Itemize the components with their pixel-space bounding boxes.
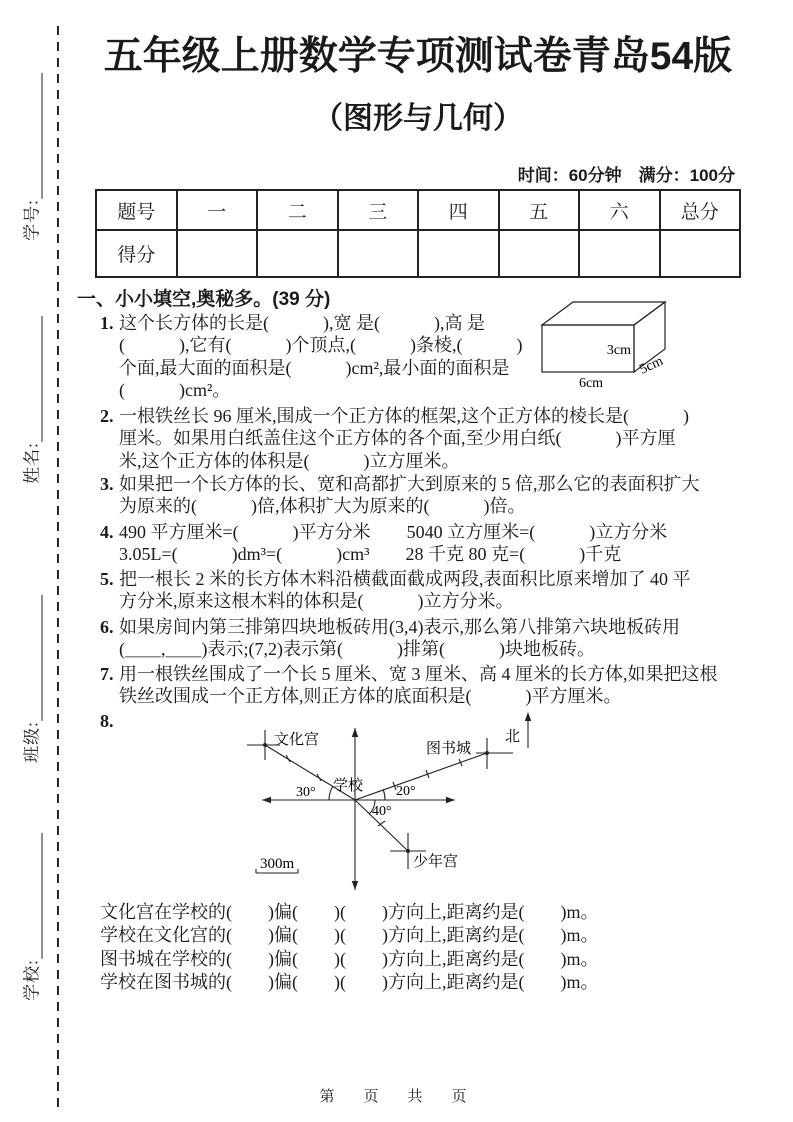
page-title: 五年级上册数学专项测试卷青岛54版: [103, 35, 733, 78]
question-line: 为原来的( )倍,体积扩大为原来的( )倍。: [119, 496, 526, 517]
question-2: [100, 405, 745, 472]
map-line-book-city: [355, 753, 487, 800]
footer-page-info: 第 页 共 页: [319, 1089, 474, 1105]
exam-info: 时间：60分钟 满分：100分: [517, 166, 735, 185]
question-8-answers: [100, 901, 760, 995]
question-line: 厘米。如果用白纸盖住这个正方体的各个面,至少用白纸( )平方厘: [119, 428, 676, 449]
question-line: 一根铁丝长 96 厘米,围成一个正方体的框架,这个正方体的棱长是( ): [119, 406, 689, 426]
score-table-header-cell: 二: [257, 190, 338, 230]
cuboid-depth-label: 5cm: [637, 353, 666, 378]
score-table-header-cell: 六: [579, 190, 660, 230]
score-cell-empty: [579, 230, 660, 277]
score-cell-empty: [257, 230, 338, 277]
seal-blank-line: [25, 595, 43, 721]
question-line: 铁丝改围成一个正方体,则正方体的底面积是( )平方厘米。: [119, 686, 622, 707]
question-line: 个面,最大面的面积是( )cm²,最小面的面积是: [119, 357, 510, 378]
question-line: ( ),它有( )个顶点,( )条棱,( ): [119, 335, 523, 356]
seal-label-class: 班级:: [22, 721, 42, 763]
score-cell-empty: [177, 230, 258, 277]
arrowhead-east: [446, 797, 455, 803]
seal-blank-line: [25, 833, 43, 959]
arrowhead-up: [352, 728, 358, 737]
question-number: 8.: [100, 711, 114, 731]
map-point-book-city: [485, 751, 489, 755]
arrowhead-down: [352, 881, 358, 890]
cuboid-top-face: [542, 302, 665, 325]
question-line: 文化宫在学校的( )偏( )( )方向上,距离约是( )m。: [100, 902, 599, 922]
map-point-culture-palace: [263, 743, 267, 747]
score-table-header-row: [96, 190, 740, 230]
angle-30-label: 30°: [296, 785, 316, 800]
seal-field-student-id: [18, 73, 43, 241]
question-3: [100, 473, 745, 518]
score-table: [95, 189, 741, 278]
score-table-header-cell: 四: [418, 190, 499, 230]
score-cell-empty: [418, 230, 499, 277]
question-line: 用一根铁丝围成了一个长 5 厘米、宽 3 厘米、高 4 厘米的长方体,如果把这根: [119, 664, 718, 684]
map-angle-arc-20: [383, 790, 385, 800]
arrowhead-west: [262, 797, 271, 803]
question-line: 学校在图书城的( )偏( )( )方向上,距离约是( )m。: [100, 972, 599, 993]
school-label: 学校: [333, 778, 364, 794]
question-line: 如果房间内第三排第四块地板砖用(3,4)表示,那么第八排第六块地板砖用: [119, 617, 680, 637]
score-table-header-cell: 五: [499, 190, 580, 230]
question-line: 方分米,原来这根木料的体积是( )立方分米。: [119, 591, 514, 612]
score-table-header-cell: 题号: [96, 190, 177, 230]
score-row-label: 得分: [96, 230, 177, 277]
question-line: 图书城在学校的( )偏( )( )方向上,距离约是( )m。: [100, 948, 599, 969]
question-number: 2.: [100, 406, 114, 426]
seal-label-name: 姓名:: [22, 442, 42, 484]
seal-field-name: [18, 316, 43, 484]
angle-20-label: 20°: [396, 784, 416, 799]
map-point-youth-palace: [406, 849, 410, 853]
cuboid-length-label: 6cm: [578, 376, 604, 391]
score-table-score-row: [96, 230, 740, 277]
seal-dashed-line: [57, 26, 59, 1108]
question-number: 6.: [100, 617, 114, 637]
question-line: 米,这个正方体的体积是( )立方厘米。: [119, 450, 460, 471]
question-number: 7.: [100, 664, 114, 684]
question-number: 3.: [100, 474, 114, 494]
page-subtitle: （图形与几何）: [313, 102, 523, 135]
seal-field-class: [18, 595, 43, 763]
seal-label-student-id: 学号:: [22, 199, 42, 241]
culture-palace-label: 文化宫: [274, 732, 320, 748]
north-label: 北: [505, 729, 521, 745]
book-city-label: 图书城: [426, 741, 472, 757]
question-line: 这个长方体的长是( ),宽 是( ),高 是: [119, 313, 485, 333]
cuboid-height-label: 3cm: [606, 343, 631, 358]
youth-palace-label: 少年宫: [413, 854, 459, 870]
question-number: 4.: [100, 522, 114, 542]
section-heading: 一、小小填空,奥秘多。(39 分): [77, 289, 331, 310]
seal-label-school: 学校:: [22, 959, 42, 1001]
seal-blank-line: [25, 316, 43, 442]
score-table-header-cell: 总分: [660, 190, 741, 230]
question-number: 1.: [100, 313, 114, 333]
score-table-header-cell: 一: [177, 190, 258, 230]
question-4: [100, 521, 745, 566]
question-6: [100, 616, 745, 661]
angle-40-label: 40°: [372, 804, 392, 819]
question-line: (＿＿,＿＿)表示;(7,2)表示第( )排第( )块地板砖。: [119, 639, 595, 660]
score-cell-empty: [499, 230, 580, 277]
question-5: [100, 568, 745, 613]
score-cell-empty: [338, 230, 419, 277]
score-table-header-cell: 三: [338, 190, 419, 230]
question-line: 3.05L=( )dm³=( )cm³ 28 千克 80 克=( )千克: [119, 544, 622, 565]
question-line: 如果把一个长方体的长、宽和高都扩大到原来的 5 倍,那么它的表面积扩大: [119, 474, 700, 494]
seal-field-school: [18, 833, 43, 1001]
question-line: ( )cm²。: [119, 380, 231, 401]
scale-label: 300m: [260, 856, 295, 872]
question-line: 490 平方厘米=( )平方分米 5040 立方厘米=( )立方分米: [119, 522, 668, 542]
figure-map: [240, 700, 552, 900]
question-number: 5.: [100, 569, 114, 589]
score-cell-empty: [660, 230, 741, 277]
seal-blank-line: [25, 73, 43, 199]
question-line: 把一根长 2 米的长方体木料沿横截面截成两段,表面积比原来增加了 40 平: [119, 569, 691, 589]
figure-cuboid: [538, 297, 678, 392]
question-line: 学校在文化宫的( )偏( )( )方向上,距离约是( )m。: [100, 925, 599, 946]
arrowhead-north: [525, 712, 531, 721]
